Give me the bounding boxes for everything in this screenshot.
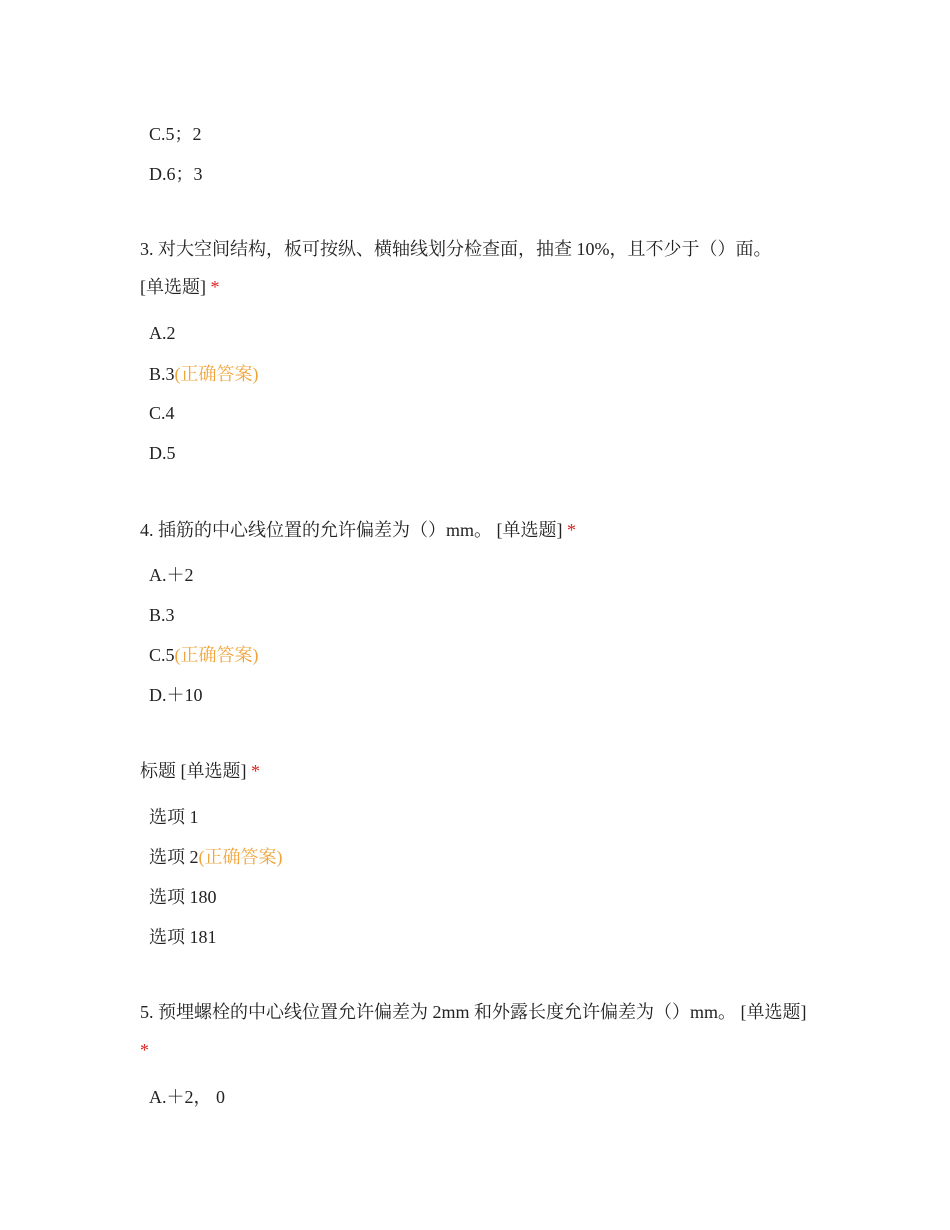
question-type: [单选题] — [496, 520, 563, 540]
correct-answer-label: (正确答案) — [174, 645, 259, 665]
question-text: 5. 预埋螺栓的中心线位置允许偏差为 2mm 和外露长度允许偏差为（）mm。 — [140, 1002, 737, 1022]
q3-option-b: B.3(正确答案) — [149, 364, 259, 384]
q3-option-d: D.5 — [149, 443, 176, 463]
required-mark: * — [567, 520, 577, 540]
q3-option-c: C.4 — [149, 403, 175, 423]
q5-option-a: A.＋2， 0 — [149, 1087, 225, 1107]
correct-answer-label: (正确答案) — [174, 364, 259, 384]
question-title-title — [140, 752, 810, 790]
required-mark: * — [140, 1040, 149, 1060]
prev-option-c: C.5；2 — [149, 124, 202, 144]
q4-option-d: D.＋10 — [149, 685, 203, 705]
q4-option-a: A.＋2 — [149, 565, 194, 585]
qt-option-1: 选项 1 — [149, 807, 199, 827]
question-type: [单选题] — [140, 277, 206, 297]
qt-option-2: 选项 2(正确答案) — [149, 847, 283, 867]
question-4-title — [140, 511, 810, 549]
qt-option-181: 选项 181 — [149, 927, 217, 947]
question-3-title — [140, 230, 810, 306]
question-text: 4. 插筋的中心线位置的允许偏差为（）mm。 — [140, 520, 493, 540]
required-mark: * — [251, 761, 260, 781]
q4-option-b: B.3 — [149, 605, 175, 625]
question-type: [单选题] — [740, 1002, 807, 1022]
question-text: 标题 — [140, 761, 176, 781]
required-mark: * — [210, 277, 220, 297]
qt-option-180: 选项 180 — [149, 887, 217, 907]
question-text: 3. 对大空间结构，板可按纵、横轴线划分检查面，抽查 10%，且不少于（）面。 — [140, 239, 772, 259]
q3-option-a: A.2 — [149, 323, 176, 343]
question-type: [单选题] — [180, 761, 247, 781]
q4-option-c: C.5(正确答案) — [149, 645, 259, 665]
question-5-title — [140, 993, 810, 1069]
prev-option-d: D.6；3 — [149, 164, 203, 184]
correct-answer-label: (正确答案) — [198, 847, 283, 867]
